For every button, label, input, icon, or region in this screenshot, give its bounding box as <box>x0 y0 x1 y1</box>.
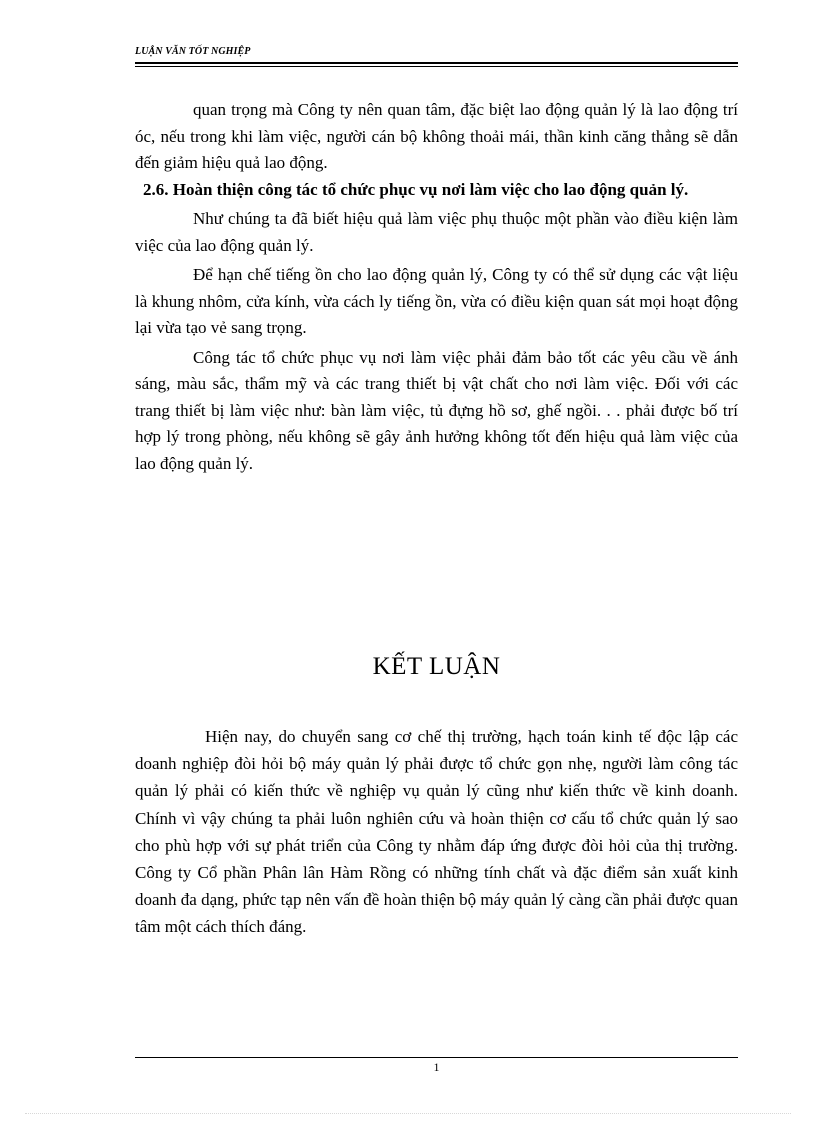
conclusion-paragraph: Hiện nay, do chuyển sang cơ chế thị trường, hạch toán kinh tế độc lập các doanh nghiệp đòi hỏi bộ máy quản lý phải được tổ chức gọn nhẹ, người làm công tác quản lý phải có kiến thức về nghiệp vụ quản lý cũng như kiến thức về kinh doanh. Chính vì vậy chúng ta phải luôn nghiên cứu và hoàn thiện cơ cấu tổ chức quản lý sao cho phù hợp với sự phát triển của Công ty nhằm đáp ứng được đòi hỏi của thị trường. Công ty Cổ phần Phân lân Hàm Rồng có những tính chất và đặc điểm sản xuất kinh doanh đa dạng, phức tạp nên vấn đề hoàn thiện bộ máy quản lý càng cần phải được quan tâm một cách thích đáng. <box>135 727 738 937</box>
body-content <box>135 97 738 477</box>
body-paragraph: Như chúng ta đã biết hiệu quả làm việc phụ thuộc một phần vào điều kiện làm việc của lao động quản lý. <box>135 209 738 255</box>
running-header: LUẬN VĂN TỐT NGHIỆP <box>135 46 251 57</box>
footer-rule <box>135 1057 738 1058</box>
header-rule-thick <box>135 62 738 64</box>
body-paragraph: Công tác tổ chức phục vụ nơi làm việc phải đảm bảo tốt các yêu cầu về ánh sáng, màu sắc, thẩm mỹ và các trang thiết bị vật chất cho nơi làm việc. Đối với các trang thiết bị làm việc như: bàn làm việc, tủ đựng hồ sơ, ghế ngồi. . . phải được bố trí hợp lý trong phòng, nếu không sẽ gây ảnh hưởng không tốt đến hiệu quả làm việc của lao động quản lý. <box>135 347 738 473</box>
conclusion-title: KẾT LUẬN <box>372 653 501 680</box>
continuation-paragraph: quan trọng mà Công ty nên quan tâm, đặc biệt lao động quản lý là lao động trí óc, nếu trong khi làm việc, người cán bộ không thoải mái, thần kinh căng thẳng sẽ dẫn đến giảm hiệu quả lao động. <box>135 100 738 172</box>
page-bottom-border <box>25 1113 791 1114</box>
section-heading: 2.6. Hoàn thiện công tác tổ chức phục vụ nơi làm việc cho lao động quản lý. <box>143 179 689 199</box>
page-number: 1 <box>433 1060 440 1074</box>
body-paragraph: Để hạn chế tiếng ồn cho lao động quản lý, Công ty có thể sử dụng các vật liệu là khung nhôm, cửa kính, vừa cách ly tiếng ồn, vừa có điều kiện quan sát mọi hoạt động lại vừa tạo vẻ sang trọng. <box>135 265 738 337</box>
header-rule-thin <box>135 66 738 67</box>
